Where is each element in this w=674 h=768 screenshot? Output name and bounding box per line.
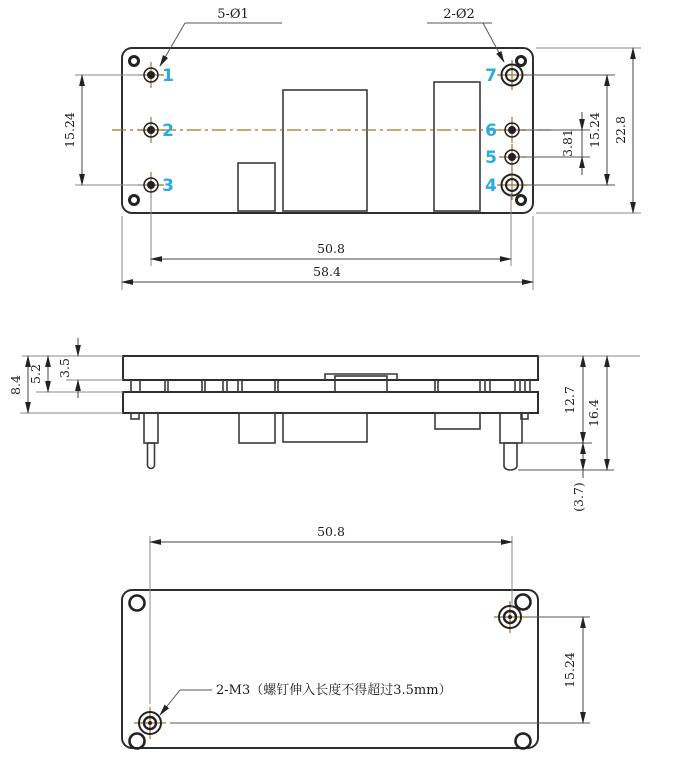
svg-text:58.4: 58.4: [313, 264, 341, 279]
svg-text:3.5: 3.5: [57, 358, 72, 378]
svg-text:15.24: 15.24: [562, 652, 577, 688]
svg-text:3.81: 3.81: [560, 129, 575, 157]
svg-text:8.4: 8.4: [8, 375, 23, 395]
svg-text:5-Ø1: 5-Ø1: [217, 7, 249, 22]
svg-text:2-M3（螺钉伸入长度不得超过3.5mm）: 2-M3（螺钉伸入长度不得超过3.5mm）: [216, 683, 452, 698]
svg-text:12.7: 12.7: [562, 386, 577, 414]
svg-text:(3.7): (3.7): [571, 482, 586, 512]
bottom-dim-pitch: [170, 617, 590, 723]
callout-large-holes: [427, 7, 504, 62]
svg-text:50.8: 50.8: [317, 524, 345, 539]
svg-text:2-Ø2: 2-Ø2: [443, 7, 475, 22]
bottom-callout-m3: [160, 682, 452, 715]
pin-label-3: 3: [162, 176, 174, 196]
pin-label-2: 2: [162, 121, 174, 141]
pin-label-6: 6: [485, 121, 497, 141]
side-right-screw: [500, 413, 522, 470]
callout-small-holes: [160, 7, 282, 66]
pin-label-7: 7: [485, 66, 497, 86]
bottom-board-outline: [122, 590, 538, 748]
side-pin-band: [131, 376, 530, 392]
bottom-dim-span: [150, 524, 512, 704]
side-left-screw: [144, 413, 158, 469]
bottom-view: [122, 524, 590, 749]
dim-bottom-stack: [122, 193, 533, 290]
svg-text:16.4: 16.4: [586, 399, 601, 427]
bottom-corner-holes: [130, 595, 531, 749]
top-view: [62, 7, 641, 290]
svg-text:15.24: 15.24: [587, 112, 602, 148]
svg-text:15.24: 15.24: [62, 112, 77, 148]
top-component-outlines: [238, 82, 480, 211]
side-view: [8, 338, 640, 512]
pin-label-4: 4: [485, 176, 497, 196]
dim-right-stack: [522, 48, 641, 213]
side-case: [123, 356, 538, 380]
side-pcb: [123, 392, 538, 413]
pin-label-5: 5: [485, 148, 497, 168]
screw-centerlines: [134, 601, 526, 739]
svg-text:22.8: 22.8: [613, 116, 628, 144]
pin-label-1: 1: [162, 66, 174, 86]
side-bottom-components: [131, 413, 528, 443]
side-left-dims: [8, 338, 123, 413]
svg-text:50.8: 50.8: [317, 241, 345, 256]
svg-text:5.2: 5.2: [28, 364, 43, 384]
